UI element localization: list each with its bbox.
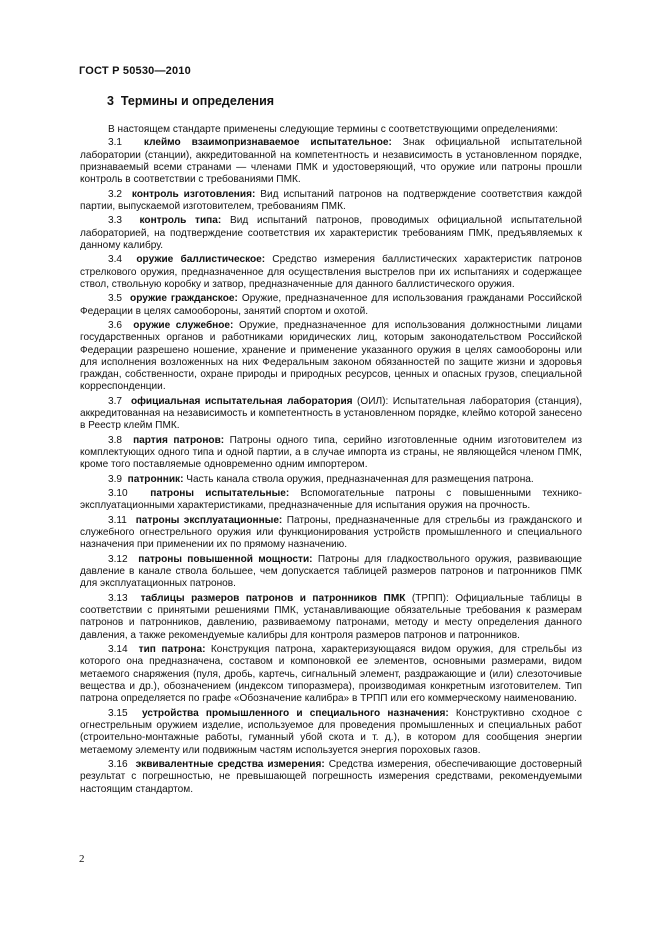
term-name: оружие баллистическое: [136, 254, 266, 266]
term-entry [80, 554, 582, 591]
term-name: таблицы размеров патронов и патронников ПМК [140, 592, 406, 604]
term-entry [80, 396, 582, 433]
term-number: 3.12 [108, 553, 128, 565]
term-number: 3.8 [108, 434, 123, 446]
term-number: 3.1 [108, 137, 123, 149]
term-entry [80, 644, 582, 705]
term-entry [80, 215, 582, 252]
document-header: ГОСТ Р 50530—2010 [79, 65, 191, 77]
term-number: 3.9 [108, 473, 123, 485]
term-number: 3.13 [108, 592, 128, 604]
page-number: 2 [79, 853, 85, 865]
term-entry [80, 488, 582, 513]
document-body [80, 124, 582, 798]
term-definition: Вспомогательные патроны с повышенными технико-эксплуатационными характеристиками, предназначенные для испытания оружия на прочность. [80, 488, 583, 512]
term-definition: Конструктивно сходное с огнестрельным оружием изделие, используемое для проведения промышленных и специальных работ (строительно-монтажные работы, гуманный убой скота и т. д.), в котором для сообщения энергии метаемому элементу или подвижным частям используется энергия пороховых газов. [80, 707, 582, 756]
term-name: официальная испытательная лаборатория [130, 395, 353, 407]
term-name: партия патронов: [133, 434, 225, 446]
term-number: 3.5 [108, 293, 123, 305]
term-number: 3.7 [108, 395, 123, 407]
term-definition: Знак официальной испытательной лаборатории (станции), аккредитованной на компетентность и независимость в установленном порядке, признаваемый всеми странами — членами ПМК и удостоверяющий, что оружие или патроны прошли контроль в соответствии с требованиями ПМК. [80, 137, 582, 186]
term-number: 3.14 [108, 644, 128, 656]
term-entry [80, 708, 582, 757]
term-name: патронник: [127, 473, 184, 485]
term-name: оружие гражданское: [130, 293, 238, 305]
term-name: эквивалентные средства измерения: [135, 758, 325, 770]
term-number: 3.2 [108, 188, 123, 200]
section-title: Термины и определения [120, 94, 275, 108]
term-definition: Вид испытаний патронов на подтверждение соответствия каждой партии, выпускаемой изготовителем, требованиям ПМК. [80, 188, 582, 212]
term-name: тип патрона: [138, 644, 206, 656]
term-definition: Конструкция патрона, характеризующаяся видом оружия, для стрельбы из которого она предназначена, составом и компоновкой ее элементов, основными размерами, видом метаемого снаряжения (пуля, дробь, картечь, сигнальный элемент, раздражающие и (или) слезоточивые вещества и др.), обозначением (индексом типоразмера), производимая конкретным изготовителем. Тип патрона определяется по графе «Обозначение калибра» в ТРПП или его коммерческому наименованию. [80, 644, 582, 705]
term-number: 3.16 [108, 758, 128, 770]
term-number: 3.10 [108, 488, 128, 500]
term-entry [80, 593, 582, 642]
term-number: 3.3 [108, 215, 123, 227]
term-definition: Оружие, предназначенное для использования должностными лицами государственных органов и работниками юридических лиц, которым законодательством Российской Федерации разрешено ношение, хранение и применение указанного оружия в целях самообороны или для исполнения возложенных на них Федеральным законом обязанностей по защите жизни и здоровья граждан, собственности, охране природы и природных ресурсов, ценных и опасных грузов, специальной корреспонденции. [80, 319, 583, 393]
intro-paragraph: В настоящем стандарте применены следующие термины с соответствующими определениями: [108, 124, 558, 135]
section-number: 3 [107, 94, 114, 108]
term-definition: (ОИЛ): Испытательная лаборатория (станция), аккредитованная на независимость и компетентность в установленном порядке, клеймо которой занесено в Реестр клейм ПМК. [80, 395, 583, 432]
term-entry [80, 137, 582, 186]
term-definition: Вид испытаний патронов, проводимых официальной испытательной лабораторией, на подтверждение соответствия их характеристик требованиям ПМК, предъявляемых к данному калибру. [80, 215, 582, 251]
term-definition: Патроны одного типа, серийно изготовленные одним изготовителем из комплектующих одного типа и одной партии, а в случае импорта из страны, не являющейся членом ПМК, кроме того поставляемые одновременно одним импортером. [80, 434, 583, 471]
term-entry [80, 189, 582, 214]
term-name: клеймо взаимопризнаваемое испытательное: [143, 137, 392, 149]
term-number: 3.4 [108, 254, 123, 266]
term-entry [80, 474, 582, 486]
term-name: оружие служебное: [133, 319, 234, 331]
term-definition: Оружие, предназначенное для использования гражданами Российской Федерации в целях самообороны, занятий спортом и охотой. [80, 293, 583, 317]
term-number: 3.6 [108, 319, 123, 331]
term-definition: Часть канала ствола оружия, предназначенная для размещения патрона. [183, 473, 534, 485]
term-name: патроны повышенной мощности: [138, 553, 313, 565]
term-name: устройства промышленного и специального назначения: [142, 707, 449, 719]
term-definition: Средства измерения, обеспечивающие достоверный результат с погрешностью, не превышающей погрешность измерения средствами, рекомендуемыми настоящим стандартом. [80, 758, 582, 795]
term-entry [80, 254, 582, 291]
term-number: 3.11 [108, 514, 127, 526]
term-definition: Средство измерения баллистических характеристик патронов стрелкового оружия, предназначенное для осуществления выстрелов при их испытаниях и содержащее ствол, ствольную коробку и затвор, предназначенные для данного баллистического оружия. [80, 254, 582, 290]
term-entry [80, 759, 582, 796]
term-number: 3.15 [108, 707, 128, 719]
term-name: патроны испытательные: [150, 488, 290, 500]
term-entry [80, 515, 582, 552]
term-entry [80, 320, 582, 394]
term-name: контроль типа: [139, 215, 222, 227]
term-entry [80, 293, 582, 318]
term-name: патроны эксплуатационные: [135, 514, 283, 526]
term-definition: (ТРПП): Официальные таблицы в соответствии с принятыми решениями ПМК, устанавливающие обязательные требования к размерам патронов и патронников, давлению, развиваемому патронами, методу и месту определения данного давления, а также рекомендуемые калибры для контроля размеров патронов и патронников. [80, 592, 583, 641]
term-definition: Патроны, предназначенные для стрельбы из гражданского и служебного огнестрельного оружия или функционирования устройств промышленного и специального назначения при применении их по прямому назначению. [80, 514, 582, 551]
section-heading [107, 94, 274, 108]
term-entry [80, 435, 582, 472]
term-name: контроль изготовления: [131, 188, 256, 200]
term-definition: Патроны для гладкоствольного оружия, развивающие давление в канале ствола большее, чем допускается таблицей размеров патронов и патронников ПМК для эксплуатационных патронов. [80, 553, 582, 590]
